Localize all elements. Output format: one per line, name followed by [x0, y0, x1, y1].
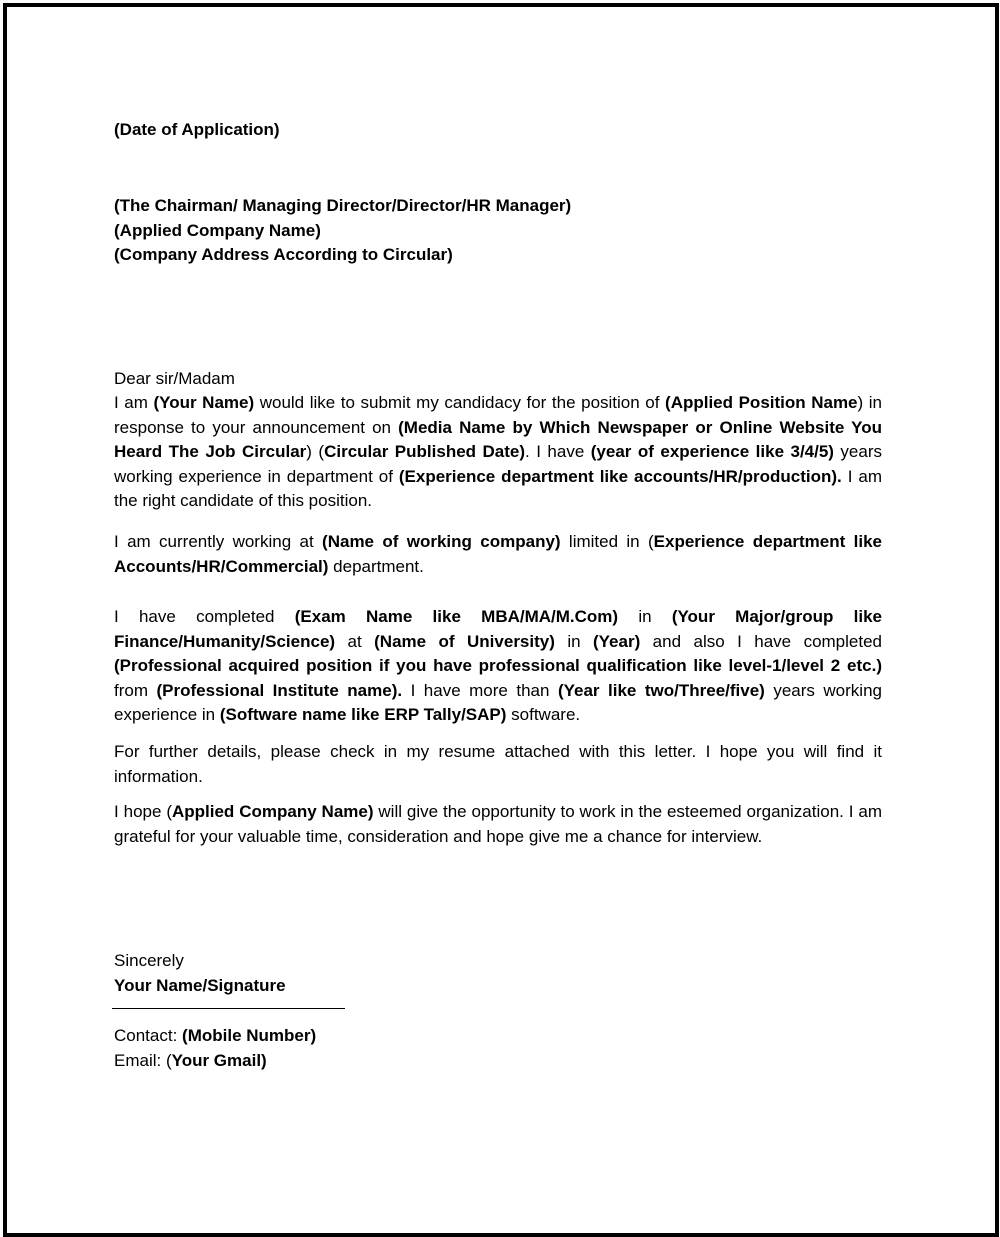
p3-text: and also I have completed	[640, 631, 883, 651]
date-line	[114, 118, 882, 143]
p3-bold: (Professional Institute name).	[156, 680, 403, 700]
closing-block	[114, 949, 882, 998]
contact-line	[114, 1024, 882, 1049]
salutation	[114, 367, 882, 392]
p5-text: I hope (	[114, 802, 172, 821]
p1-bold: Circular Published Date)	[324, 442, 526, 461]
p3-text: I have completed	[114, 607, 295, 626]
p1-text: would like to submit my candidacy for the position of	[254, 393, 666, 412]
signature: Your Name/Signature	[114, 975, 286, 995]
paragraph-4	[114, 740, 882, 789]
email-line	[114, 1049, 882, 1074]
paragraph-5	[114, 800, 882, 849]
p1-text: years working experience in department of	[114, 442, 883, 486]
p3-bold: (Year)	[593, 631, 641, 651]
p1-bold: (Media Name by Which Newspaper or Online Website You Heard The Job Circular	[114, 417, 882, 461]
p1-bold: (Your Name)	[153, 393, 255, 412]
p4-text: For further details, please check in my resume attached with this letter. I hope you will find it information.	[114, 742, 882, 786]
p2-bold: (Name of working company)	[322, 532, 561, 551]
p3-text: years working experience in	[114, 680, 882, 724]
p1-text: ) in response to your announcement on	[114, 393, 882, 437]
mobile-number: (Mobile Number)	[182, 1026, 317, 1045]
email-value: Your Gmail)	[171, 1050, 267, 1070]
p1-bold: (Applied Position Name	[665, 393, 858, 412]
p1-text: I am the right candidate of this position.	[114, 466, 882, 510]
p2-bold: Experience department like Accounts/HR/Commercial)	[114, 532, 883, 576]
p3-text: I have more than	[402, 680, 558, 700]
p2-text: limited in (	[560, 532, 654, 551]
p3-text: at	[335, 631, 375, 651]
contact-block	[114, 1024, 882, 1073]
p1-text: I am	[114, 393, 154, 412]
p1-bold: (year of experience like 3/4/5)	[590, 442, 834, 461]
company-name: (Applied Company Name)	[114, 220, 321, 240]
p3-bold: (Your Major/group like Finance/Humanity/Science)	[114, 607, 882, 651]
p3-text: from	[114, 680, 157, 700]
p3-bold: (Software name like ERP Tally/SAP)	[219, 705, 507, 724]
p3-bold: (Professional acquired position if you have professional qualification like level-1/level 2 etc.)	[114, 656, 882, 675]
p1-bold: (Experience department like accounts/HR/production).	[398, 466, 842, 486]
paragraph-2	[114, 530, 882, 579]
company-address: (Company Address According to Circular)	[114, 245, 453, 264]
date-text: (Date of Application)	[114, 120, 280, 139]
p3-text: in	[554, 631, 593, 651]
p3-bold: (Exam Name like MBA/MA/M.Com)	[294, 607, 619, 626]
p3-bold: (Year like two/Three/five)	[557, 680, 765, 700]
p3-text: in	[618, 607, 672, 626]
recipient-title: (The Chairman/ Managing Director/Director/HR Manager)	[114, 196, 572, 215]
sincerely: Sincerely	[114, 951, 184, 970]
p1-text: . I have	[525, 442, 591, 461]
p3-text: software.	[506, 705, 581, 724]
contact-label: Contact:	[114, 1026, 183, 1045]
email-label: Email: (	[114, 1050, 172, 1070]
salutation-text: Dear sir/Madam	[114, 369, 235, 388]
p5-text: will give the opportunity to work in the esteemed organization. I am grateful for your valuable time, consideration and hope give me a chance for interview.	[114, 802, 882, 846]
paragraph-3	[114, 605, 882, 728]
signature-divider	[112, 1008, 345, 1009]
p5-bold: Applied Company Name)	[171, 802, 374, 821]
p1-text: ) (	[306, 442, 325, 461]
p2-text: I am currently working at	[114, 532, 323, 551]
p3-bold: (Name of University)	[374, 631, 555, 651]
recipient-block	[114, 194, 882, 268]
p2-text: department.	[328, 556, 424, 576]
paragraph-1	[114, 391, 882, 514]
